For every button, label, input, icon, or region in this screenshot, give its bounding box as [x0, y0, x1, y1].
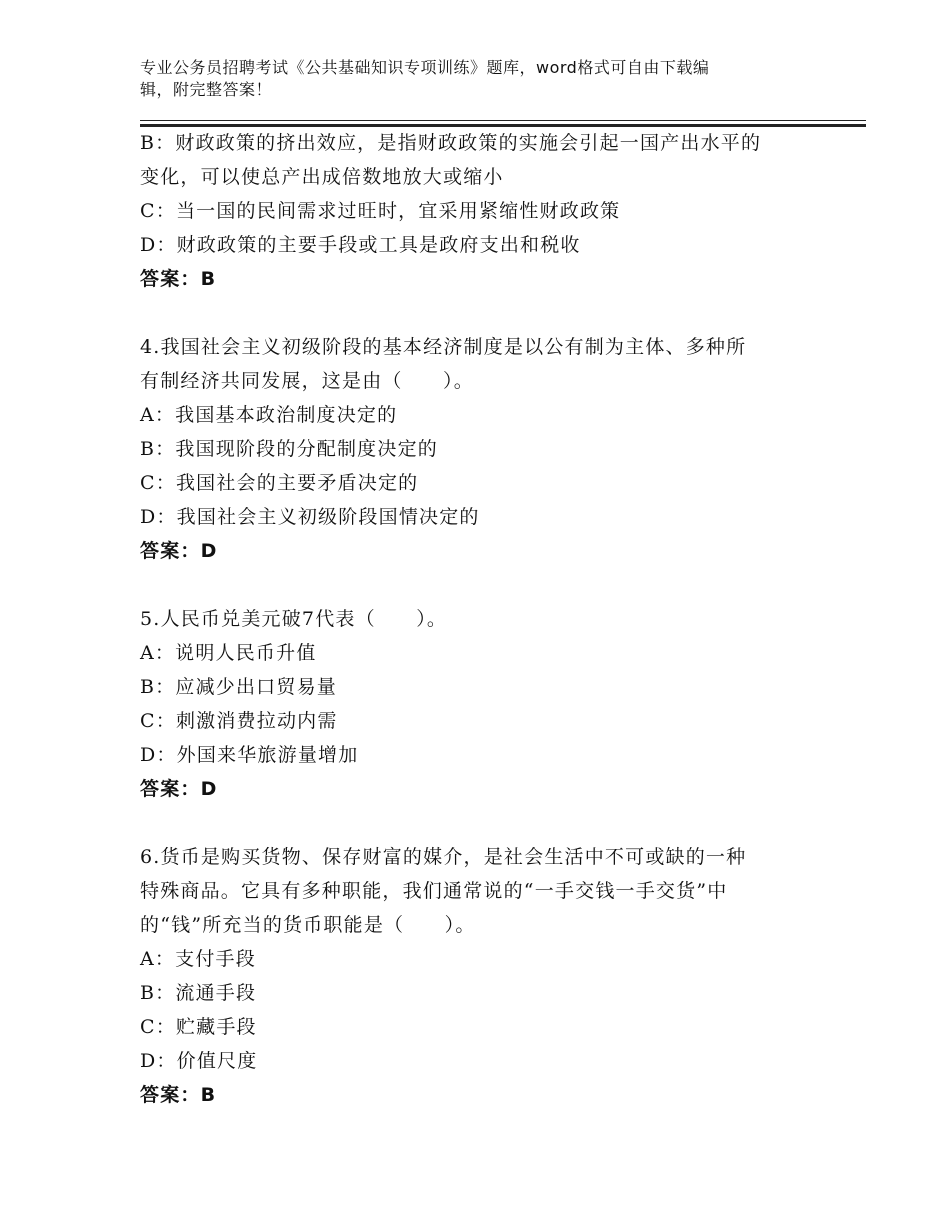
option-line: C：当一国的民间需求过旺时，宜采用紧缩性财政政策: [140, 200, 621, 222]
answer-line: 答案：D: [140, 778, 218, 800]
question-stem-line: 5.人民币兑美元破7代表（ ）。: [140, 608, 448, 630]
block-gap: [140, 806, 810, 840]
answer-line: 答案：B: [140, 1084, 217, 1106]
option-line: B：应减少出口贸易量: [140, 676, 337, 698]
page-header: [140, 57, 800, 101]
option-line: A：支付手段: [140, 948, 256, 970]
question-stem-line: 6.货币是购买货物、保存财富的媒介，是社会生活中不可或缺的一种: [140, 846, 747, 868]
question-stem-line: 4.我国社会主义初级阶段的基本经济制度是以公有制为主体、多种所: [140, 336, 747, 358]
header-line-1: 专业公务员招聘考试《公共基础知识专项训练》题库，word格式可自由下载编: [140, 58, 710, 77]
question-stem-line: 有制经济共同发展，这是由（ ）。: [140, 370, 474, 392]
option-line: B：财政政策的挤出效应，是指财政政策的实施会引起一国产出水平的: [140, 132, 762, 154]
answer-line: 答案：D: [140, 540, 218, 562]
option-line: A：说明人民币升值: [140, 642, 317, 664]
answer-line: 答案：B: [140, 268, 217, 290]
question-block: [140, 126, 810, 296]
question-block: [140, 602, 810, 806]
option-line: C：我国社会的主要矛盾决定的: [140, 472, 419, 494]
question-block: [140, 330, 810, 568]
question-stem-line: 特殊商品。它具有多种职能，我们通常说的“一手交钱一手交货”中: [140, 880, 728, 902]
option-line: D：价值尺度: [140, 1050, 258, 1072]
option-line: D：我国社会主义初级阶段国情决定的: [140, 506, 480, 528]
option-line: A：我国基本政治制度决定的: [140, 404, 398, 426]
option-line: C：刺激消费拉动内需: [140, 710, 338, 732]
header-rule-thin: [140, 120, 866, 121]
block-gap: [140, 296, 810, 330]
option-line: C：贮藏手段: [140, 1016, 257, 1038]
header-line-2: 辑，附完整答案！: [140, 80, 273, 99]
question-block: [140, 840, 810, 1112]
option-line: D：财政政策的主要手段或工具是政府支出和税收: [140, 234, 581, 256]
question-content: [140, 126, 810, 1112]
block-gap: [140, 568, 810, 602]
question-stem-line: 的“钱”所充当的货币职能是（ ）。: [140, 914, 476, 936]
option-line: 变化，可以使总产出成倍数地放大或缩小: [140, 166, 504, 188]
option-line: B：我国现阶段的分配制度决定的: [140, 438, 438, 460]
option-line: D：外国来华旅游量增加: [140, 744, 359, 766]
option-line: B：流通手段: [140, 982, 257, 1004]
